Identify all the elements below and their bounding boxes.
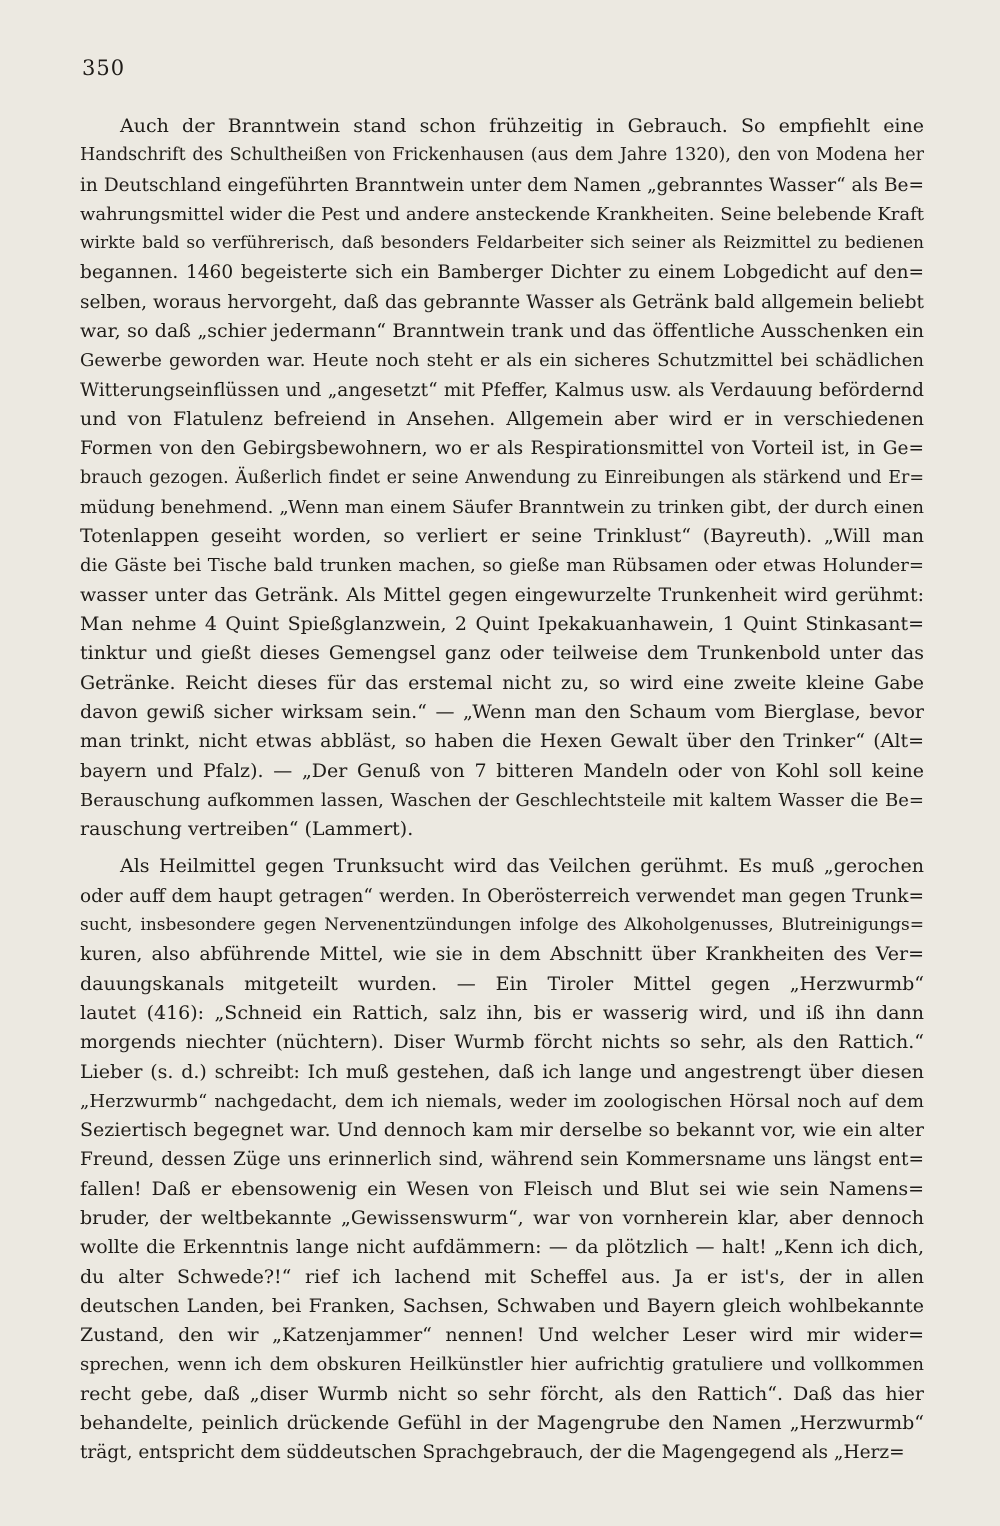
text-line: bayern und Pfalz). — „Der Genuß von 7 bitteren Mandeln oder von Kohl soll keine [80,759,924,782]
text-line: in Deutschland eingeführten Branntwein unter dem Namen „gebranntes Wasser“ als Be= [80,174,924,196]
text-line: war, so daß „schier jedermann“ Branntwein trank und das öffentliche Ausschenken ein [80,320,924,343]
text-line: lautet (416): „Schneid ein Rattich, salz ihn, bis er wasserig wird, und iß ihn dann [80,1001,924,1024]
text-line: Seziertisch begegnet war. Und dennoch kam mir derselbe so bekannt vor, wie ein alter [80,1119,924,1142]
paragraph [80,112,924,844]
body-text [80,112,924,1468]
text-line: begannen. 1460 begeisterte sich ein Bamberger Dichter zu einem Lobgedicht auf den= [80,262,924,284]
text-line: Gewerbe geworden war. Heute noch steht er als ein sicheres Schutzmittel bei schädlichen [80,350,924,372]
text-line: fallen! Daß er ebensowenig ein Wesen von Fleisch und Blut sei wie sein Namens= [80,1177,924,1200]
text-line: sprechen, wenn ich dem obskuren Heilkünstler hier aufrichtig gratuliere und vollkommen [80,1354,924,1376]
paragraph [80,852,924,1467]
text-line: und von Flatulenz befreiend in Ansehen. Allgemein aber wird er in verschiedenen [80,407,924,430]
text-line: Handschrift des Schultheißen von Frickenhausen (aus dem Jahre 1320), den von Modena her [80,145,924,166]
text-line: Zustand, den wir „Katzenjammer“ nennen! Und welcher Leser wird mir wider= [80,1324,924,1347]
text-line: Man nehme 4 Quint Spießglanzwein, 2 Quint Ipekakuanhawein, 1 Quint Stinkasant= [80,613,924,636]
text-line: Freund, dessen Züge uns erinnerlich sind, während sein Kommersname uns längst ent= [80,1149,924,1171]
text-line: „Herzwurmb“ nachgedacht, dem ich niemals, weder im zoologischen Hörsal noch auf dem [80,1090,924,1112]
text-line: Getränke. Reicht dieses für das erstemal nicht zu, so wird eine zweite kleine Gabe [80,671,924,694]
text-line: Als Heilmittel gegen Trunksucht wird das Veilchen gerühmt. Es muß „gerochen [120,855,924,878]
text-line: Formen von den Gebirgsbewohnern, wo er als Respirationsmittel von Vorteil ist, in Ge= [80,438,924,460]
text-line: deutschen Landen, bei Franken, Sachsen, Schwaben und Bayern gleich wohlbekannte [80,1294,924,1317]
text-line: davon gewiß sicher wirksam sein.“ — „Wenn man den Schaum vom Bierglase, bevor [80,700,924,723]
text-line: die Gäste bei Tische bald trunken machen, so gieße man Rübsamen oder etwas Holunder= [80,555,924,577]
text-line: morgends niechter (nüchtern). Diser Wurmb förcht nichts so sehr, als den Rattich.“ [80,1031,924,1054]
text-line: wirkte bald so verführerisch, daß besonders Feldarbeiter sich seiner als Reizmittel zu bedienen [80,233,924,254]
text-line: Berauschung aufkommen lassen, Waschen der Geschlechtsteile mit kaltem Wasser die Be= [80,789,924,811]
text-line: behandelte, peinlich drückende Gefühl in der Magengrube den Namen „Herzwurmb“ [80,1412,924,1435]
text-line: Lieber (s. d.) schreibt: Ich muß gestehen, daß ich lange und angestrengt über diesen [80,1060,924,1083]
text-line: du alter Schwede?!“ rief ich lachend mit Scheffel aus. Ja er ist's, der in allen [80,1265,924,1288]
text-line: müdung benehmend. „Wenn man einem Säufer Branntwein zu trinken gibt, der durch einen [80,496,924,518]
text-line: trägt, entspricht dem süddeutschen Sprachgebrauch, der die Magengegend als „Herz= [80,1442,905,1464]
text-line: bruder, der weltbekannte „Gewissenswurm“, war von vornherein klar, aber dennoch [80,1206,924,1229]
text-line: wollte die Erkenntnis lange nicht aufdämmern: — da plötzlich — halt! „Kenn ich dich, [80,1236,924,1259]
text-line: selben, woraus hervorgeht, daß das gebrannte Wasser als Getränk bald allgemein beliebt [80,291,924,313]
text-line: Witterungseinflüssen und „angesetzt“ mit Pfeffer, Kalmus usw. als Verdauung befördernd [80,379,924,401]
text-line: Auch der Branntwein stand schon frühzeitig in Gebrauch. So empfiehlt eine [120,115,924,137]
text-line: oder auff dem haupt getragen“ werden. In Oberösterreich verwendet man gegen Trunk= [80,885,924,907]
text-line: dauungskanals mitgeteilt wurden. — Ein Tiroler Mittel gegen „Herzwurmb“ [80,972,924,995]
text-line: tinktur und gießt dieses Gemengsel ganz oder teilweise dem Trunkenbold unter das [80,642,924,665]
text-line: kuren, also abführende Mittel, wie sie in dem Abschnitt über Krankheiten des Ver= [80,943,924,966]
page-number: 350 [82,56,126,80]
text-line: brauch gezogen. Äußerlich findet er seine Anwendung zu Einreibungen als stärkend und Er= [80,467,924,488]
text-line: sucht, insbesondere gegen Nervenentzündungen infolge des Alkoholgenusses, Blutreinigungs= [80,915,924,936]
text-line: recht gebe, daß „diser Wurmb nicht so sehr förcht, als den Rattich“. Daß das hier [80,1382,924,1405]
text-line: wasser unter das Getränk. Als Mittel gegen eingewurzelte Trunkenheit wird gerühmt: [80,583,924,606]
text-line: man trinkt, nicht etwas abbläst, so haben die Hexen Gewalt über den Trinker“ (Alt= [80,730,924,753]
text-line: rauschung vertreiben“ (Lammert). [80,818,414,841]
text-line: Totenlappen geseiht worden, so verliert er seine Trinklust“ (Bayreuth). „Will man [80,525,924,548]
text-line: wahrungsmittel wider die Pest und andere ansteckende Krankheiten. Seine belebende Kraft [80,203,924,225]
